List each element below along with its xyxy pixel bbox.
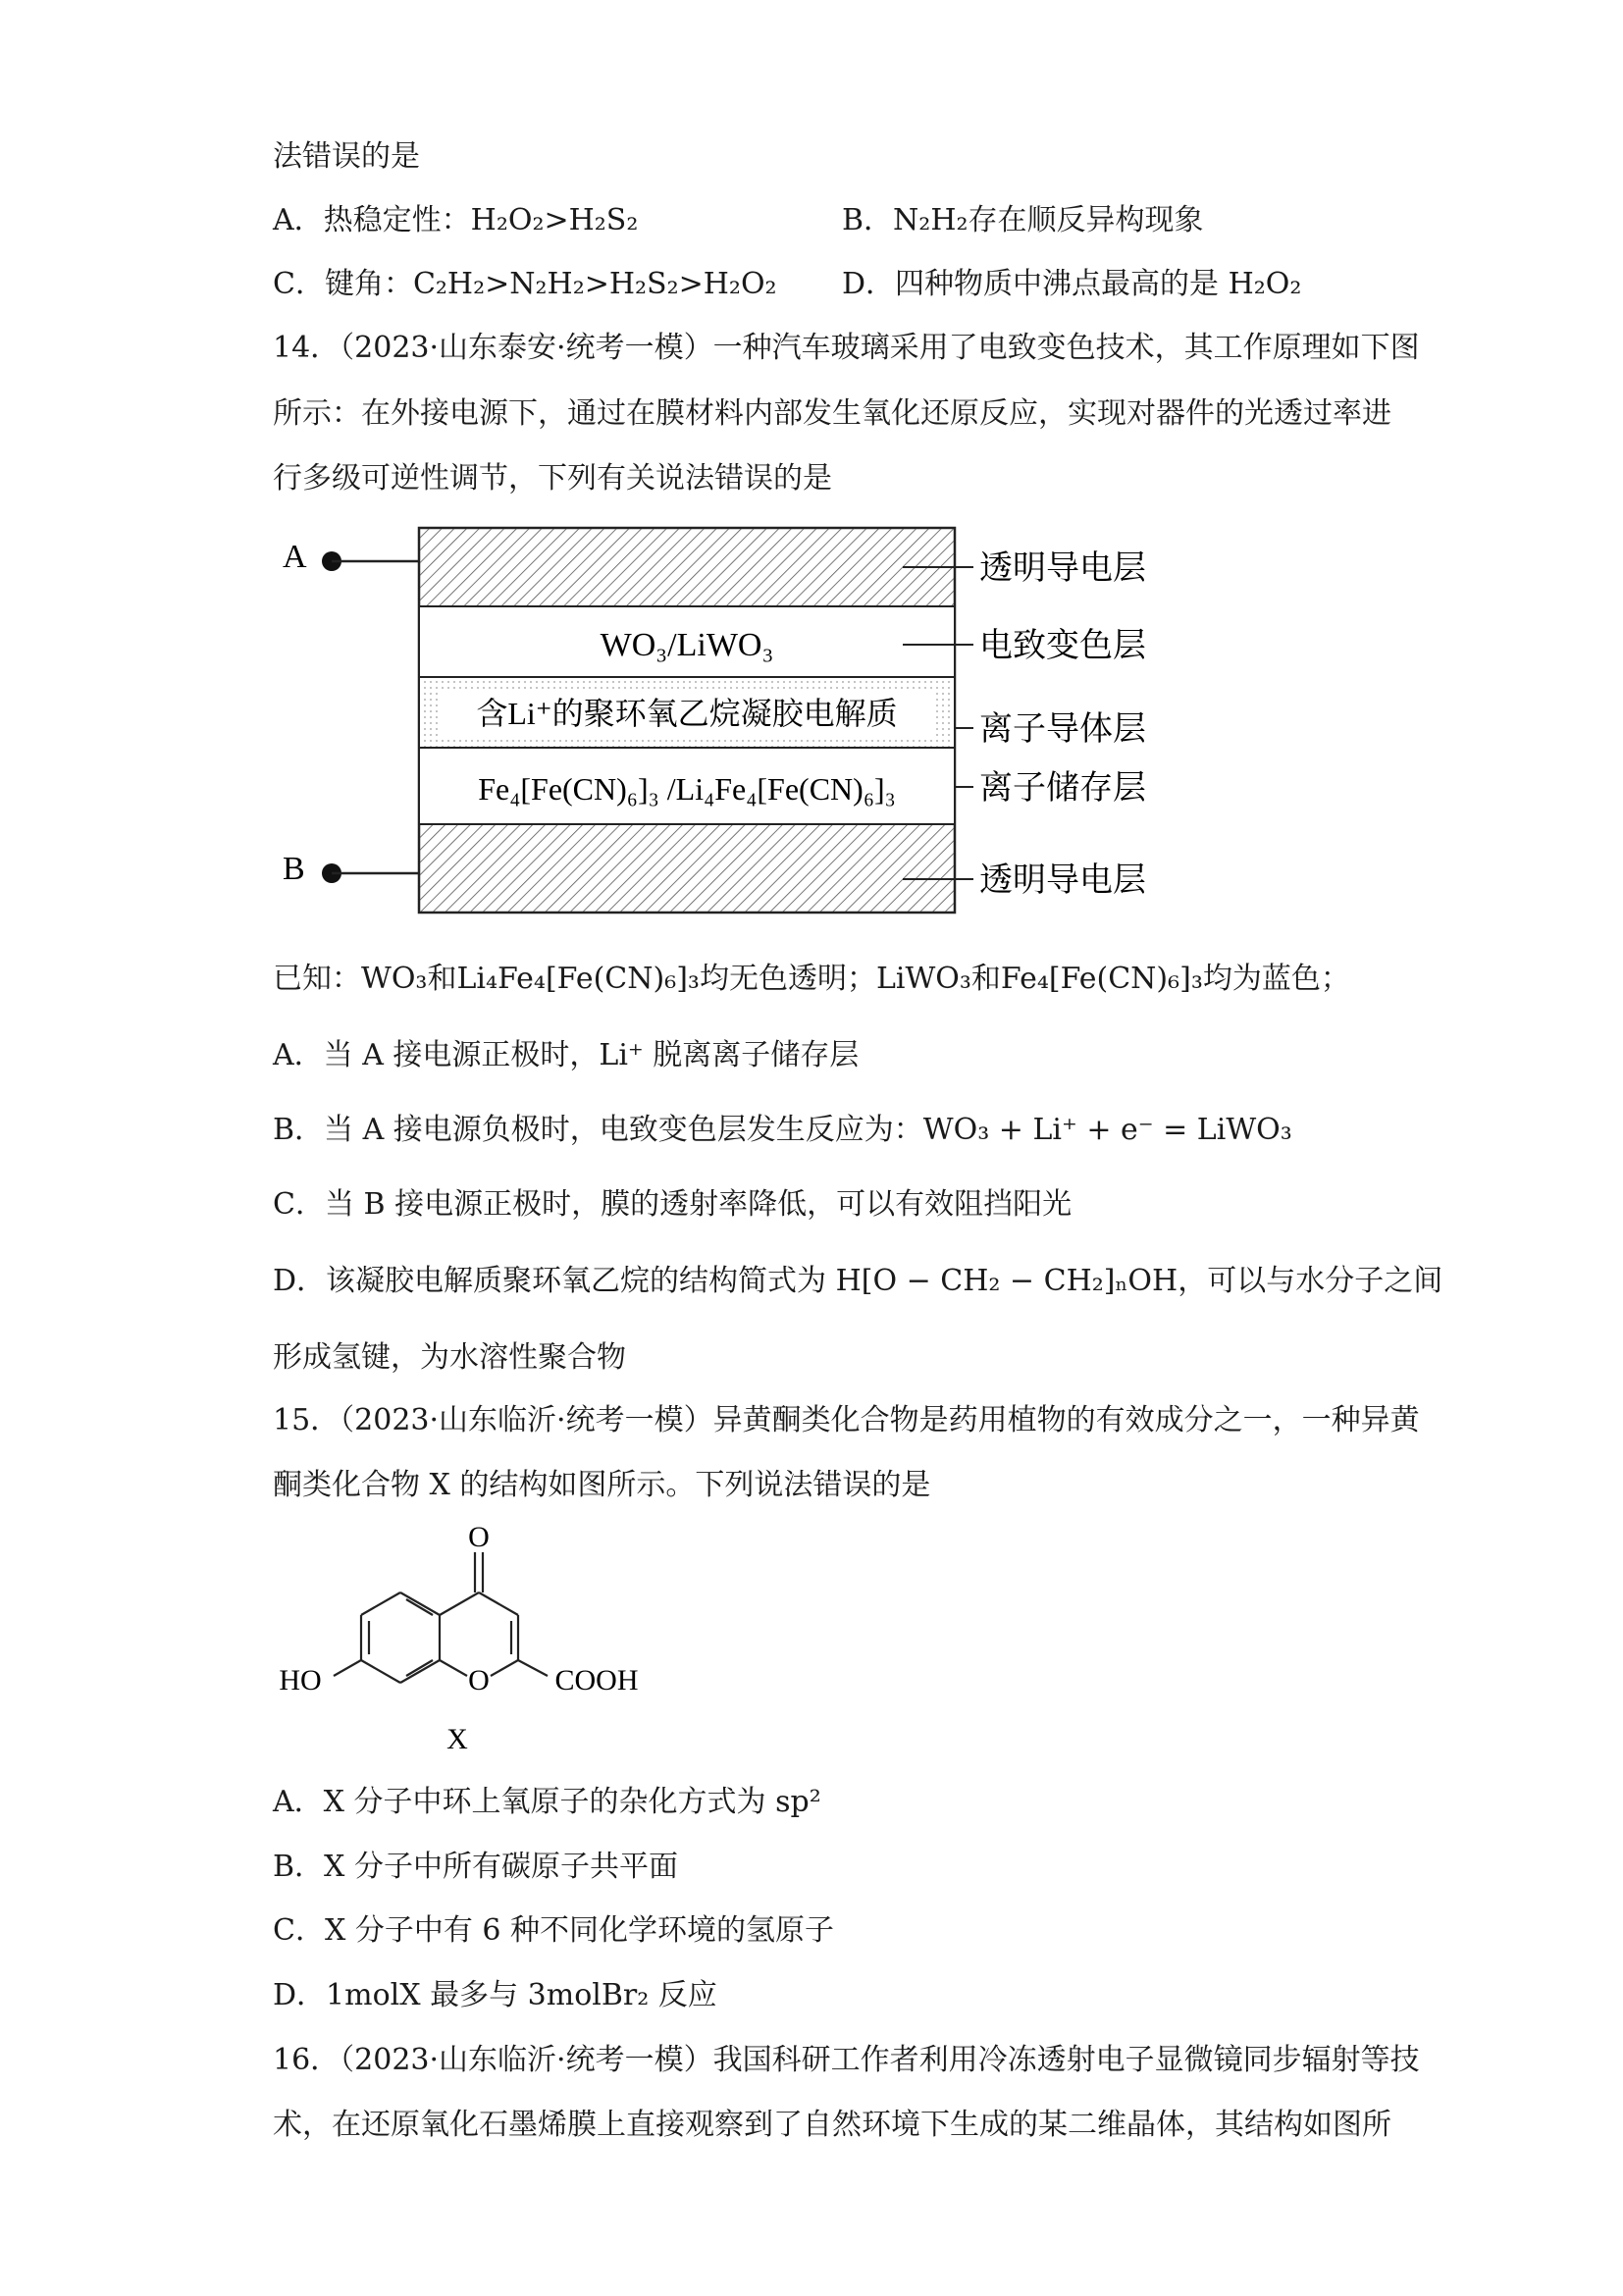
q14-option-a: A．当 A 接电源正极时，Li⁺ 脱离离子储存层 [273, 1038, 860, 1072]
q15-option-d: D．1molX 最多与 3molBr₂ 反应 [273, 1978, 717, 2012]
q14-stem-line-3: 行多级可逆性调节，下列有关说法错误的是 [273, 461, 832, 496]
q14-stem-line-2: 所示：在外接电源下，通过在膜材料内部发生氧化还原反应，实现对器件的光透过率进 [273, 396, 1391, 431]
callout-label-4: 离子储存层 [979, 768, 1146, 808]
q13-stem-tail: 法错误的是 [273, 139, 420, 174]
terminal-b-label: B [283, 851, 305, 887]
q16-stem-line-1: 16．（2023·山东临沂·统考一模）我国科研工作者利用冷冻透射电子显微镜同步辐射等技 [273, 2043, 1420, 2077]
ring-oxygen-label: O [468, 1664, 490, 1696]
q15-option-b: B．X 分子中所有碳原子共平面 [273, 1850, 678, 1884]
electrochromic-device-diagram [275, 520, 1217, 922]
q13-option-c: C．键角：C₂H₂>N₂H₂>H₂S₂>H₂O₂ [273, 267, 777, 301]
q14-option-d-line-1: D．该凝胶电解质聚环氧乙烷的结构简式为 H[O − CH₂ − CH₂]ₙOH，可以与水分子之间 [273, 1264, 1443, 1298]
q13-option-a: A．热稳定性：H₂O₂>H₂S₂ [273, 203, 639, 237]
callout-label-5: 透明导电层 [979, 861, 1146, 900]
top-conductive-layer [419, 528, 955, 606]
q15-stem-line-2: 酮类化合物 X 的结构如图所示。下列说法错误的是 [273, 1468, 931, 1502]
q14-option-d-line-2: 形成氢键，为水溶性聚合物 [273, 1340, 626, 1375]
ion-conductor-layer-text: 含Li⁺的聚环氧乙烷凝胶电解质 [476, 696, 898, 731]
q15-stem-line-1: 15．（2023·山东临沂·统考一模）异黄酮类化合物是药用植物的有效成分之一，一种异黄 [273, 1403, 1420, 1437]
q14-option-b: B．当 A 接电源负极时，电致变色层发生反应为：WO₃ + Li⁺ + e⁻ = LiWO₃ [273, 1113, 1292, 1147]
electrochromic-layer-text: WO₃/LiWO₃ [600, 627, 774, 663]
callout-label-1: 透明导电层 [979, 548, 1146, 588]
q14-known-condition: 已知：WO₃和Li₄Fe₄[Fe(CN)₆]₃均无色透明；LiWO₃和Fe₄[Fe(CN)₆]₃均为蓝色； [273, 962, 1350, 996]
callout-label-3: 离子导体层 [979, 709, 1146, 749]
terminal-a-label: A [283, 539, 307, 575]
compound-name-label: X [446, 1723, 468, 1755]
q15-option-c: C．X 分子中有 6 种不同化学环境的氢原子 [273, 1913, 835, 1948]
q16-stem-line-2: 术，在还原氧化石墨烯膜上直接观察到了自然环境下生成的某二维晶体，其结构如图所 [273, 2108, 1391, 2142]
q14-option-c: C．当 B 接电源正极时，膜的透射率降低，可以有效阻挡阳光 [273, 1187, 1073, 1222]
q13-option-b: B．N₂H₂存在顺反异构现象 [842, 203, 1204, 237]
callout-label-2: 电致变色层 [979, 626, 1146, 665]
carbonyl-oxygen-label: O [468, 1521, 490, 1553]
hydroxyl-label: HO [279, 1664, 322, 1696]
q15-option-a: A．X 分子中环上氧原子的杂化方式为 sp² [273, 1785, 821, 1819]
bottom-conductive-layer [419, 824, 955, 913]
q13-option-d: D．四种物质中沸点最高的是 H₂O₂ [842, 267, 1302, 301]
q14-stem-line-1: 14．（2023·山东泰安·统考一模）一种汽车玻璃采用了电致变色技术，其工作原理如下图 [273, 331, 1420, 365]
compound-x-structure [273, 1521, 665, 1761]
carboxyl-label: COOH [554, 1664, 639, 1696]
ion-storage-layer-text: Fe₄[Fe(CN)₆]₃ /Li₄Fe₄[Fe(CN)₆]₃ [478, 771, 896, 807]
